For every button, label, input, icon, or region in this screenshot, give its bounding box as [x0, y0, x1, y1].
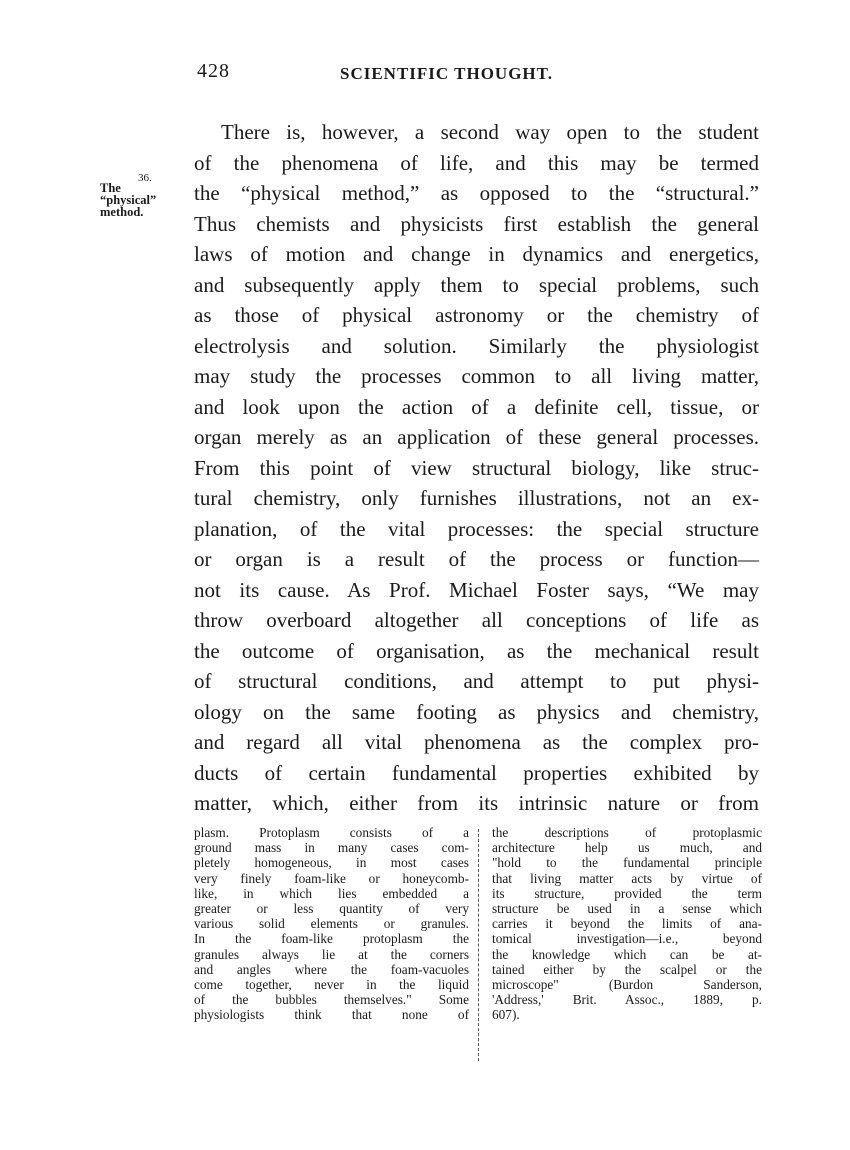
body-line: the “physical method,” as opposed to the “structural.” — [194, 181, 759, 205]
footnote-line: structure be used in a sense which — [492, 901, 762, 917]
body-line: the outcome of organisation, as the mechanical result — [194, 638, 759, 663]
margin-note — [100, 172, 184, 219]
body-line: ducts of certain fundamental properties exhibited by — [194, 760, 759, 785]
main-text — [194, 117, 759, 819]
footnote-line: pletely homogeneous, in most cases — [194, 855, 469, 871]
footnote-line: of the bubbles themselves." Some — [194, 992, 469, 1008]
body-line: planation, of the vital processes: the special structure — [194, 516, 759, 541]
body-line: electrolysis and solution. Similarly the physiologist — [194, 333, 759, 358]
footnote-line: architecture help us much, and — [492, 840, 762, 856]
margin-note-line: The — [100, 181, 121, 195]
body-line: organ merely as an application of these general processes. — [194, 425, 759, 449]
body-line: matter, which, either from its intrinsic nature or from — [194, 791, 759, 815]
footnote-line: 607). — [492, 1007, 520, 1023]
footnote-line: carries it beyond the limits of ana- — [492, 916, 762, 932]
footnote-line: physiologists think that none of — [194, 1007, 469, 1023]
column-divider — [478, 829, 480, 1061]
footnote-line: 'Address,' Brit. Assoc., 1889, p. — [492, 992, 762, 1008]
margin-note-line: method. — [100, 205, 144, 219]
body-line: There is, however, a second way open to the student — [221, 120, 759, 144]
footnote-line: microscope" (Burdon Sanderson, — [492, 977, 762, 993]
footnote-line: various solid elements or granules. — [194, 916, 469, 932]
footnote-line: granules always lie at the corners — [194, 946, 469, 962]
footnote-line: its structure, provided the term — [492, 885, 762, 901]
margin-note-number: 36. — [138, 172, 152, 184]
body-line: or organ is a result of the process or function— — [194, 547, 759, 571]
footnote-line: ground mass in many cases com- — [194, 840, 469, 856]
body-line: not its cause. As Prof. Michael Foster says, “We may — [194, 577, 759, 602]
footnote-line: that living matter acts by virtue of — [492, 870, 762, 886]
page-number: 428 — [197, 60, 230, 82]
body-line: From this point of view structural biology, like struc- — [194, 455, 759, 480]
body-line: and regard all vital phenomena as the complex pro- — [194, 730, 759, 754]
footnote-line: In the foam-like protoplasm the — [194, 931, 469, 947]
footnote-line: the knowledge which can be at- — [492, 946, 762, 962]
body-line: Thus chemists and physicists first establish the general — [194, 211, 759, 236]
footnote-line: tained either by the scalpel or the — [492, 961, 762, 977]
body-line: laws of motion and change in dynamics and energetics, — [194, 242, 759, 266]
footnote-line: like, in which lies embedded a — [194, 885, 469, 901]
footnote-line: the descriptions of protoplasmic — [492, 825, 762, 840]
body-line: as those of physical astronomy or the chemistry of — [194, 303, 759, 327]
footnote-line: come together, never in the liquid — [194, 977, 469, 993]
body-line: ology on the same footing as physics and chemistry, — [194, 699, 759, 724]
footnote-line: greater or less quantity of very — [194, 901, 469, 917]
footnote-right-column — [492, 825, 762, 1023]
footnote-line: tomical investigation—i.e., beyond — [492, 931, 762, 947]
footnote-left-column — [194, 825, 469, 1023]
footnote-line: plasm. Protoplasm consists of a — [194, 825, 469, 840]
footnote-line: "hold to the fundamental principle — [492, 855, 762, 871]
footnote-line: and angles where the foam-vacuoles — [194, 961, 469, 977]
body-line: tural chemistry, only furnishes illustrations, not an ex- — [194, 486, 759, 510]
body-line: and look upon the action of a definite cell, tissue, or — [194, 394, 759, 419]
body-line: of the phenomena of life, and this may be termed — [194, 150, 759, 175]
running-head: SCIENTIFIC THOUGHT. — [340, 64, 553, 83]
body-line: and subsequently apply them to special problems, such — [194, 272, 759, 297]
body-line: of structural conditions, and attempt to put physi- — [194, 669, 759, 693]
footnote-line: very finely foam-like or honeycomb- — [194, 870, 469, 886]
body-line: may study the processes common to all living matter, — [194, 364, 759, 388]
body-line: throw overboard altogether all conceptions of life as — [194, 608, 759, 632]
margin-note-line: “physical” — [100, 193, 157, 207]
